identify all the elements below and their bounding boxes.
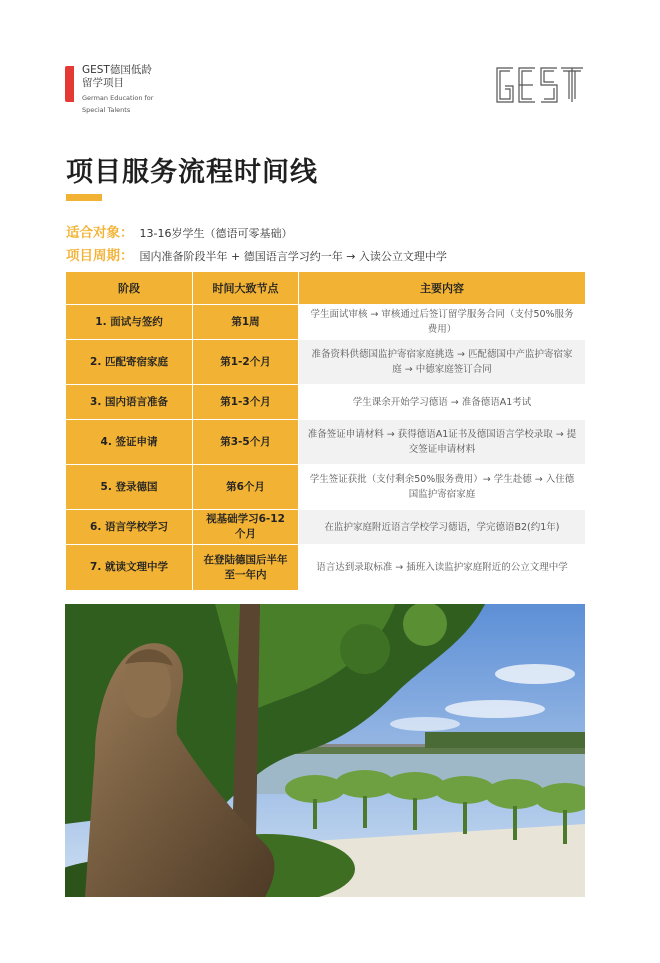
brand-en-line1: German Education for xyxy=(82,94,154,102)
period-value: 国内准备阶段半年 + 德国语言学习约一年 → 入读公立文理中学 xyxy=(139,250,447,263)
table-row xyxy=(66,510,586,545)
content-cell: 语言达到录取标准 → 插班入读监护家庭附近的公立文理中学 xyxy=(299,545,586,591)
table-row xyxy=(66,465,586,510)
content-cell: 学生签证获批（支付剩余50%服务费用）→ 学生赴德 → 入住德国监护寄宿家庭 xyxy=(299,465,586,510)
brand-name-line2: 留学项目 xyxy=(82,77,124,89)
content-cell: 在监护家庭附近语言学校学习德语，学完德语B2(约1年) xyxy=(299,510,586,545)
table-row xyxy=(66,305,586,340)
header xyxy=(0,0,660,130)
stage-cell: 4. 签证申请 xyxy=(66,420,193,465)
target-value: 13-16岁学生（德语可零基础） xyxy=(139,227,293,240)
content-cell: 学生课余开始学习德语 → 准备德语A1考试 xyxy=(299,385,586,420)
stage-cell: 1. 面试与签约 xyxy=(66,305,193,340)
stage-cell: 6. 语言学校学习 xyxy=(66,510,193,545)
gest-logo xyxy=(493,66,585,104)
program-period-line xyxy=(66,244,447,264)
header-content: 主要内容 xyxy=(299,272,586,305)
stage-cell: 5. 登录德国 xyxy=(66,465,193,510)
riverside-photo xyxy=(65,604,585,897)
table-row xyxy=(66,385,586,420)
header-time: 时间大致节点 xyxy=(193,272,299,305)
brand-en-line2: Special Talents xyxy=(82,106,131,114)
stage-cell: 2. 匹配寄宿家庭 xyxy=(66,340,193,385)
brand-block xyxy=(82,64,153,114)
time-cell: 第1周 xyxy=(193,305,299,340)
content-cell: 准备资料供德国监护寄宿家庭挑选 → 匹配德国中产监护寄宿家庭 → 中德家庭签订合同 xyxy=(299,340,586,385)
time-cell: 第6个月 xyxy=(193,465,299,510)
riverside-photo-illustration xyxy=(65,604,585,897)
time-cell: 视基础学习6-12个月 xyxy=(193,510,299,545)
brand-accent-bar xyxy=(65,66,74,102)
time-cell: 在登陆德国后半年至一年内 xyxy=(193,545,299,591)
period-label: 项目周期： xyxy=(66,248,134,264)
table-row xyxy=(66,420,586,465)
header-stage: 阶段 xyxy=(66,272,193,305)
time-cell: 第1-3个月 xyxy=(193,385,299,420)
time-cell: 第1-2个月 xyxy=(193,340,299,385)
table-row xyxy=(66,340,586,385)
content-cell: 学生面试审核 → 审核通过后签订留学服务合同（支付50%服务费用） xyxy=(299,305,586,340)
target-audience-line xyxy=(66,221,292,241)
table-row xyxy=(66,545,586,591)
timeline-table xyxy=(65,271,586,591)
time-cell: 第3-5个月 xyxy=(193,420,299,465)
title-underline xyxy=(66,194,102,201)
stage-cell: 7. 就读文理中学 xyxy=(66,545,193,591)
target-label: 适合对象： xyxy=(66,225,134,241)
brand-name-line1: GEST德国低龄 xyxy=(82,64,152,76)
page-title: 项目服务流程时间线 xyxy=(66,157,318,188)
table-header-row xyxy=(66,272,586,305)
content-cell: 准备签证申请材料 → 获得德语A1证书及德国语言学校录取 → 提交签证申请材料 xyxy=(299,420,586,465)
stage-cell: 3. 国内语言准备 xyxy=(66,385,193,420)
